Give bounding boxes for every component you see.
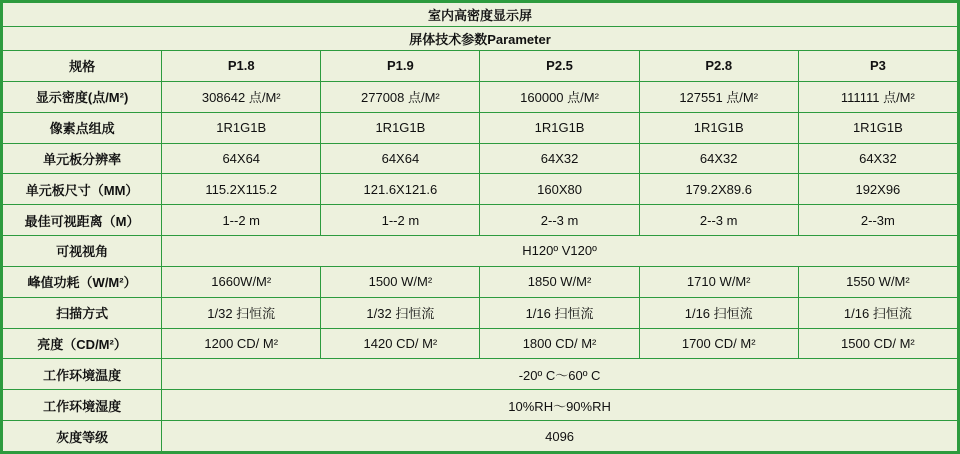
column-header-p19: P1.9 xyxy=(321,51,480,82)
table-cell: 64X32 xyxy=(798,143,957,174)
table-cell: 1R1G1B xyxy=(321,112,480,143)
table-row xyxy=(3,236,958,267)
table-cell: 1R1G1B xyxy=(639,112,798,143)
row-label: 峰值功耗（W/M²） xyxy=(3,266,162,297)
row-label: 扫描方式 xyxy=(3,297,162,328)
table-cell: 1800 CD/ M² xyxy=(480,328,639,359)
table-cell: 1/32 扫恒流 xyxy=(321,297,480,328)
table-cell: 2--3m xyxy=(798,205,957,236)
table-cell: 160X80 xyxy=(480,174,639,205)
table-cell-merged: -20º C～60º C xyxy=(162,359,958,390)
table-cell: 64X64 xyxy=(162,143,321,174)
table-row xyxy=(3,112,958,143)
table-row xyxy=(3,174,958,205)
row-label: 可视视角 xyxy=(3,236,162,267)
table-cell: 2--3 m xyxy=(480,205,639,236)
table-row xyxy=(3,359,958,390)
table-cell: 127551 点/M² xyxy=(639,81,798,112)
table-cell: 1R1G1B xyxy=(480,112,639,143)
table-cell: 277008 点/M² xyxy=(321,81,480,112)
table-row xyxy=(3,266,958,297)
table-cell: 308642 点/M² xyxy=(162,81,321,112)
table-cell: 1500 W/M² xyxy=(321,266,480,297)
table-cell: 2--3 m xyxy=(639,205,798,236)
table-cell: 64X64 xyxy=(321,143,480,174)
table-row xyxy=(3,297,958,328)
table-cell: 1--2 m xyxy=(162,205,321,236)
table-cell: 1R1G1B xyxy=(162,112,321,143)
column-header-p18: P1.8 xyxy=(162,51,321,82)
table-cell: 1R1G1B xyxy=(798,112,957,143)
row-label: 单元板分辨率 xyxy=(3,143,162,174)
table-row xyxy=(3,205,958,236)
table-cell-merged: 10%RH～90%RH xyxy=(162,390,958,421)
table-cell: 1700 CD/ M² xyxy=(639,328,798,359)
table-cell-merged: H120º V120º xyxy=(162,236,958,267)
row-label: 显示密度(点/M²) xyxy=(3,81,162,112)
table-cell: 1200 CD/ M² xyxy=(162,328,321,359)
table-row xyxy=(3,81,958,112)
table-row xyxy=(3,328,958,359)
table-cell: 160000 点/M² xyxy=(480,81,639,112)
column-header-p3: P3 xyxy=(798,51,957,82)
column-header-p28: P2.8 xyxy=(639,51,798,82)
row-label: 工作环境湿度 xyxy=(3,390,162,421)
row-label: 像素点组成 xyxy=(3,112,162,143)
table-cell: 1/32 扫恒流 xyxy=(162,297,321,328)
title-row xyxy=(3,3,958,27)
table-cell: 64X32 xyxy=(480,143,639,174)
column-header-spec: 规格 xyxy=(3,51,162,82)
subtitle: 屏体技术参数Parameter xyxy=(3,27,958,51)
table-cell: 115.2X115.2 xyxy=(162,174,321,205)
table-row xyxy=(3,421,958,452)
table-cell: 64X32 xyxy=(639,143,798,174)
table-cell: 1500 CD/ M² xyxy=(798,328,957,359)
row-label: 亮度（CD/M²） xyxy=(3,328,162,359)
table-cell: 1420 CD/ M² xyxy=(321,328,480,359)
table-cell: 192X96 xyxy=(798,174,957,205)
row-label: 最佳可视距离（M） xyxy=(3,205,162,236)
table-cell: 1710 W/M² xyxy=(639,266,798,297)
table-row xyxy=(3,143,958,174)
table-cell: 1/16 扫恒流 xyxy=(798,297,957,328)
table-cell: 1550 W/M² xyxy=(798,266,957,297)
row-label: 工作环境温度 xyxy=(3,359,162,390)
table-cell: 179.2X89.6 xyxy=(639,174,798,205)
spec-table xyxy=(2,2,958,452)
spec-table-body xyxy=(3,3,958,452)
table-cell: 1660W/M² xyxy=(162,266,321,297)
subtitle-row xyxy=(3,27,958,51)
row-label: 单元板尺寸（MM） xyxy=(3,174,162,205)
table-cell: 111111 点/M² xyxy=(798,81,957,112)
table-cell: 1/16 扫恒流 xyxy=(639,297,798,328)
table-row xyxy=(3,390,958,421)
table-cell: 121.6X121.6 xyxy=(321,174,480,205)
table-cell-merged: 4096 xyxy=(162,421,958,452)
row-label: 灰度等级 xyxy=(3,421,162,452)
table-cell: 1/16 扫恒流 xyxy=(480,297,639,328)
table-cell: 1850 W/M² xyxy=(480,266,639,297)
table-cell: 1--2 m xyxy=(321,205,480,236)
page-title: 室内高密度显示屏 xyxy=(3,3,958,27)
column-header-p25: P2.5 xyxy=(480,51,639,82)
column-header-row xyxy=(3,51,958,82)
